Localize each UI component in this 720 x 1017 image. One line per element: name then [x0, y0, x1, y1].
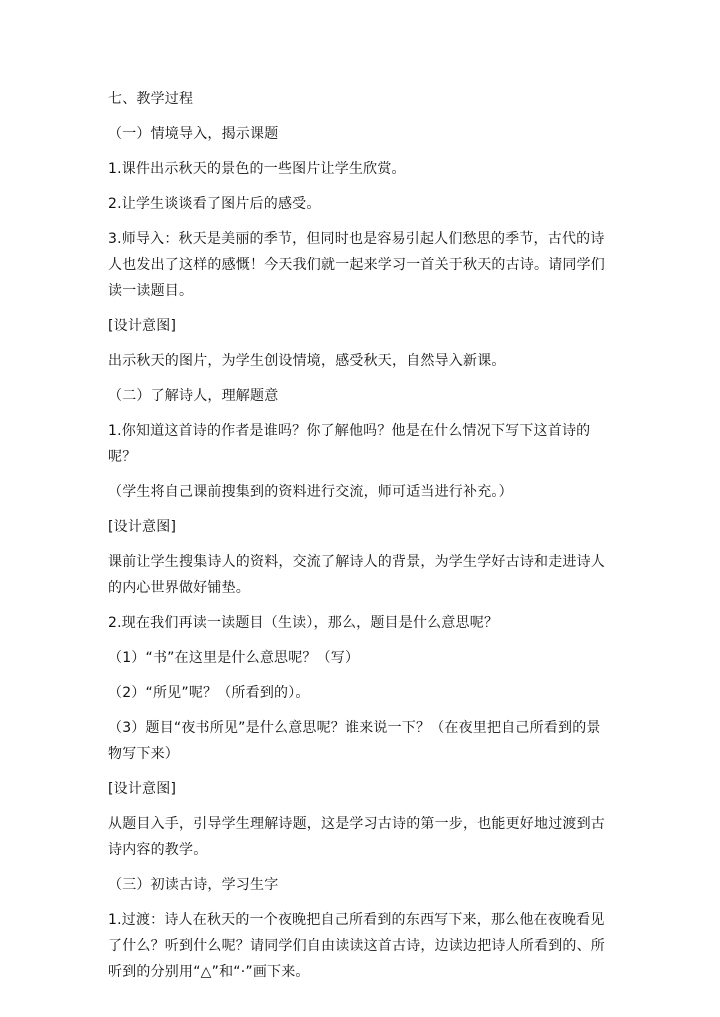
paragraph: 1.课件出示秋天的景色的一些图片让学生欣赏。 [108, 161, 406, 177]
document-body [108, 86, 614, 994]
design-intent-label: [设计意图] [108, 781, 177, 797]
paragraph: 课前让学生搜集诗人的资料，交流了解诗人的背景，为学生学好古诗和走进诗人的内心世界做好铺垫。 [108, 554, 605, 596]
paragraph: 2.现在我们再读一读题目（生读），那么，题目是什么意思呢？ [108, 615, 499, 631]
subsection-heading: （一）情境导入，揭示课题 [108, 126, 279, 142]
paragraph: 1.过渡：诗人在秋天的一个夜晚把自己所看到的东西写下来，那么他在夜晚看见了什么？听到什么呢？请同学们自由读读这首古诗，边读边把诗人所看到的、所听到的分别用“△”和“·”画下来。 [108, 912, 605, 980]
section-heading: 七、教学过程 [108, 91, 194, 107]
paragraph: 1.你知道这首诗的作者是谁吗？你了解他吗？他是在什么情况下写下这首诗的呢？ [108, 423, 591, 465]
paragraph: 2.让学生谈谈看了图片后的感受。 [108, 196, 321, 212]
paragraph: （学生将自己课前搜集到的资料进行交流，师可适当进行补充。） [108, 484, 513, 500]
paragraph: 从题目入手，引导学生理解诗题，这是学习古诗的第一步，也能更好地过渡到古诗内容的教学。 [108, 816, 605, 858]
paragraph: 出示秋天的图片，为学生创设情境，感受秋天，自然导入新课。 [108, 353, 506, 369]
subsection-heading: （二）了解诗人，理解题意 [108, 388, 279, 404]
paragraph: （1）“书”在这里是什么意思呢？（写） [108, 650, 360, 666]
paragraph: （2）“所见”呢？（所看到的）。 [108, 685, 310, 701]
subsection-heading: （三）初读古诗，学习生字 [108, 877, 279, 893]
paragraph: （3）题目“夜书所见”是什么意思呢？谁来说一下？（在夜里把自己所看到的景物写下来） [108, 720, 601, 762]
design-intent-label: [设计意图] [108, 318, 177, 334]
design-intent-label: [设计意图] [108, 519, 177, 535]
paragraph: 3.师导入：秋天是美丽的季节，但同时也是容易引起人们愁思的季节，古代的诗人也发出了这样的感慨！今天我们就一起来学习一首关于秋天的古诗。请同学们读一读题目。 [108, 231, 605, 299]
